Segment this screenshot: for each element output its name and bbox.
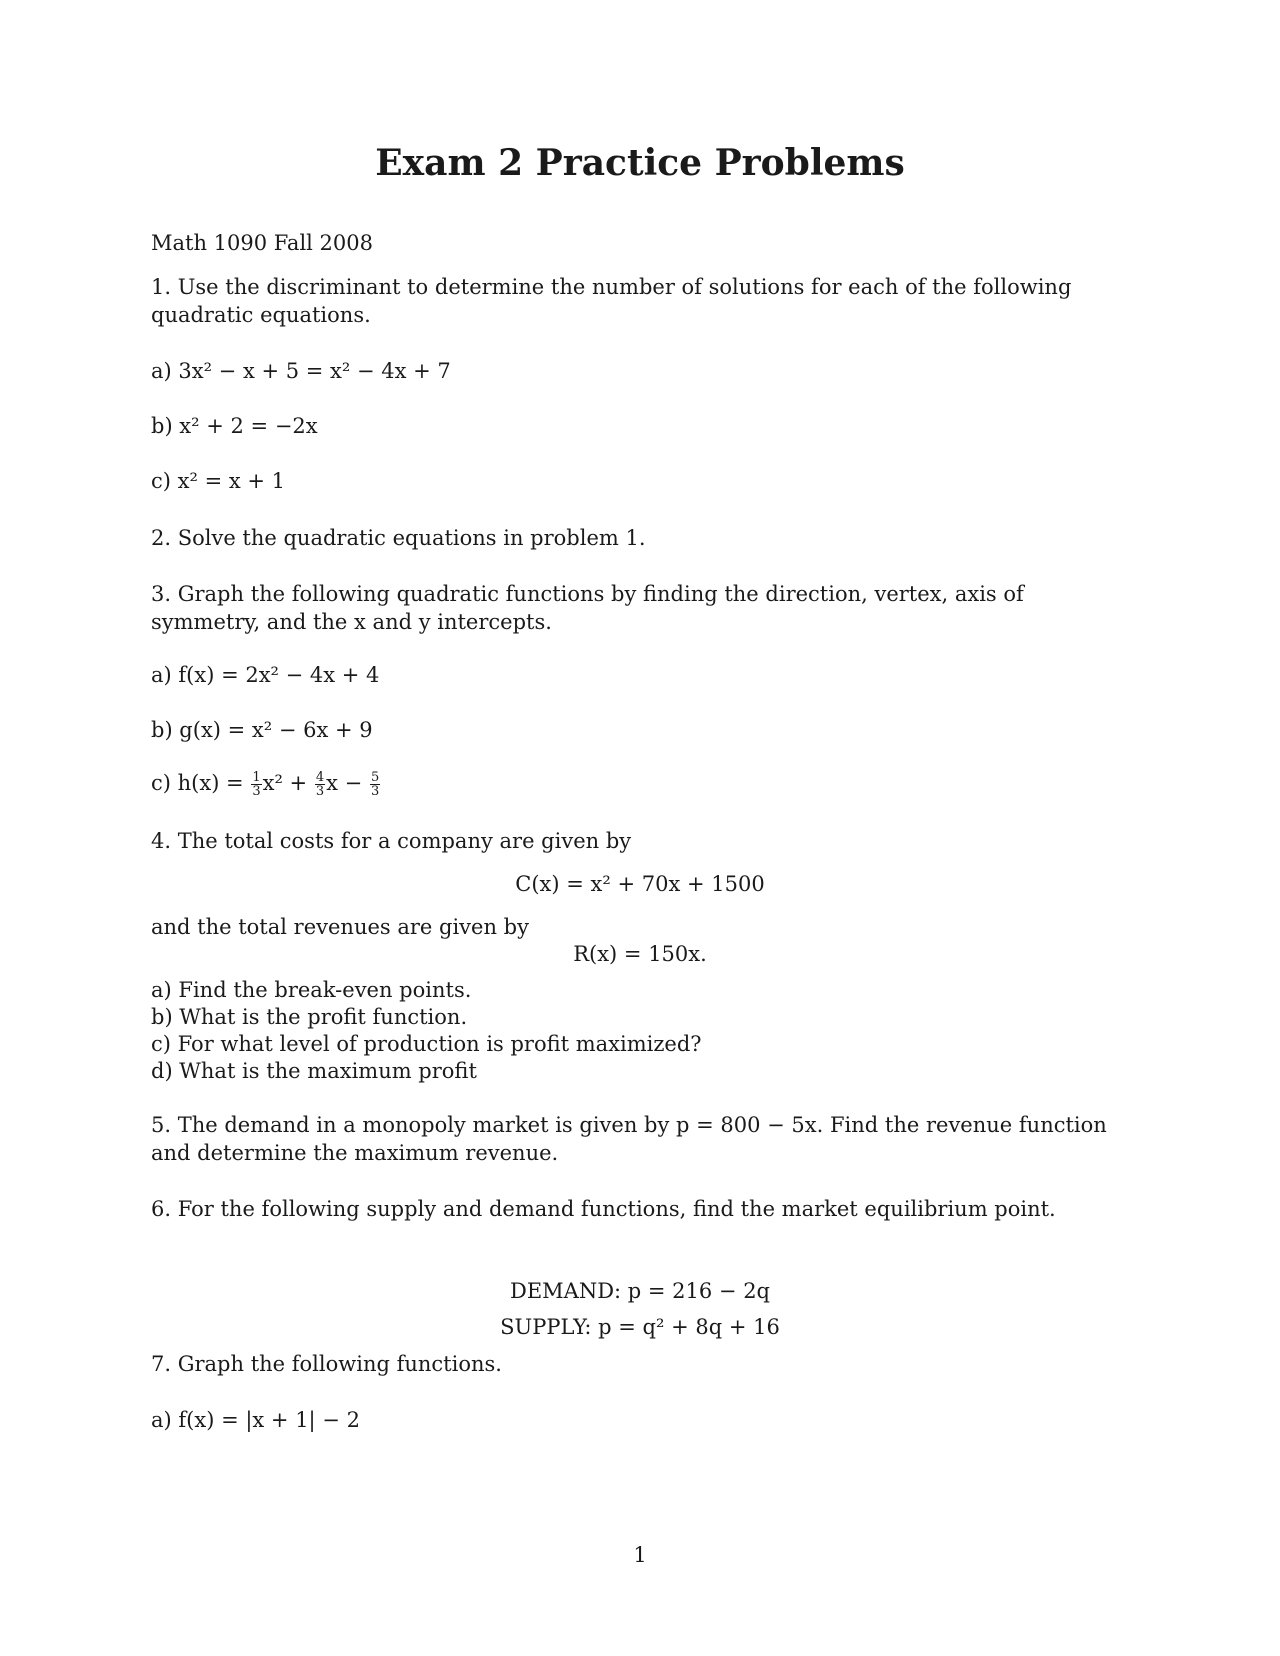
problem-1c: c) x² = x + 1 — [151, 469, 285, 493]
problem-4d: d) What is the maximum profit — [151, 1059, 477, 1083]
problem-3c — [151, 770, 381, 798]
problem-1-text: 1. Use the discriminant to determine the number of solutions for each of the following quadratic equations. — [151, 275, 1072, 327]
problem-2-text: 2. Solve the quadratic equations in problem 1. — [151, 526, 646, 550]
problem-5-text: 5. The demand in a monopoly market is given by p = 800 − 5x. Find the revenue function and determine the maximum revenue. — [151, 1113, 1107, 1165]
problem-6-text: 6. For the following supply and demand functions, find the market equilibrium point. — [151, 1197, 1056, 1221]
problem-3c-mid2: x − — [326, 771, 363, 795]
problem-4-text: 4. The total costs for a company are given by — [151, 829, 632, 853]
fraction-denominator: 3 — [252, 784, 261, 799]
fraction-four-thirds — [315, 771, 325, 798]
fraction-denominator: 3 — [315, 784, 325, 799]
problem-3-text: 3. Graph the following quadratic functions by finding the direction, vertex, axis of symmetry, and the x and y intercepts. — [151, 582, 1024, 634]
problem-4a: a) Find the break-even points. — [151, 978, 472, 1002]
course-subtitle: Math 1090 Fall 2008 — [151, 231, 373, 255]
demand-equation: DEMAND: p = 216 − 2q — [509, 1279, 771, 1303]
fraction-five-thirds — [370, 771, 380, 798]
problem-4c: c) For what level of production is profit maximized? — [151, 1032, 702, 1056]
supply-equation: SUPPLY: p = q² + 8q + 16 — [500, 1315, 780, 1339]
fraction-denominator: 3 — [370, 784, 380, 799]
fraction-numerator: 5 — [370, 770, 380, 785]
problem-4-text2: and the total revenues are given by — [151, 915, 529, 939]
fraction-numerator: 4 — [315, 770, 325, 785]
revenue-equation: R(x) = 150x. — [573, 942, 707, 966]
problem-3a: a) f(x) = 2x² − 4x + 4 — [151, 663, 380, 687]
fraction-one-third — [251, 771, 261, 798]
problem-7a: a) f(x) = |x + 1| − 2 — [151, 1408, 360, 1432]
problem-4b: b) What is the profit function. — [151, 1005, 468, 1029]
fraction-numerator: 1 — [252, 770, 261, 785]
problem-3c-prefix: c) h(x) = — [151, 771, 244, 795]
page-title: Exam 2 Practice Problems — [375, 142, 905, 184]
problem-1b: b) x² + 2 = −2x — [151, 414, 318, 438]
page-number: 1 — [633, 1543, 647, 1567]
problem-1a: a) 3x² − x + 5 = x² − 4x + 7 — [151, 359, 451, 383]
problem-7-text: 7. Graph the following functions. — [151, 1352, 502, 1376]
problem-3b: b) g(x) = x² − 6x + 9 — [151, 718, 373, 742]
cost-equation: C(x) = x² + 70x + 1500 — [515, 872, 765, 896]
problem-3c-mid1: x² + — [262, 771, 308, 795]
